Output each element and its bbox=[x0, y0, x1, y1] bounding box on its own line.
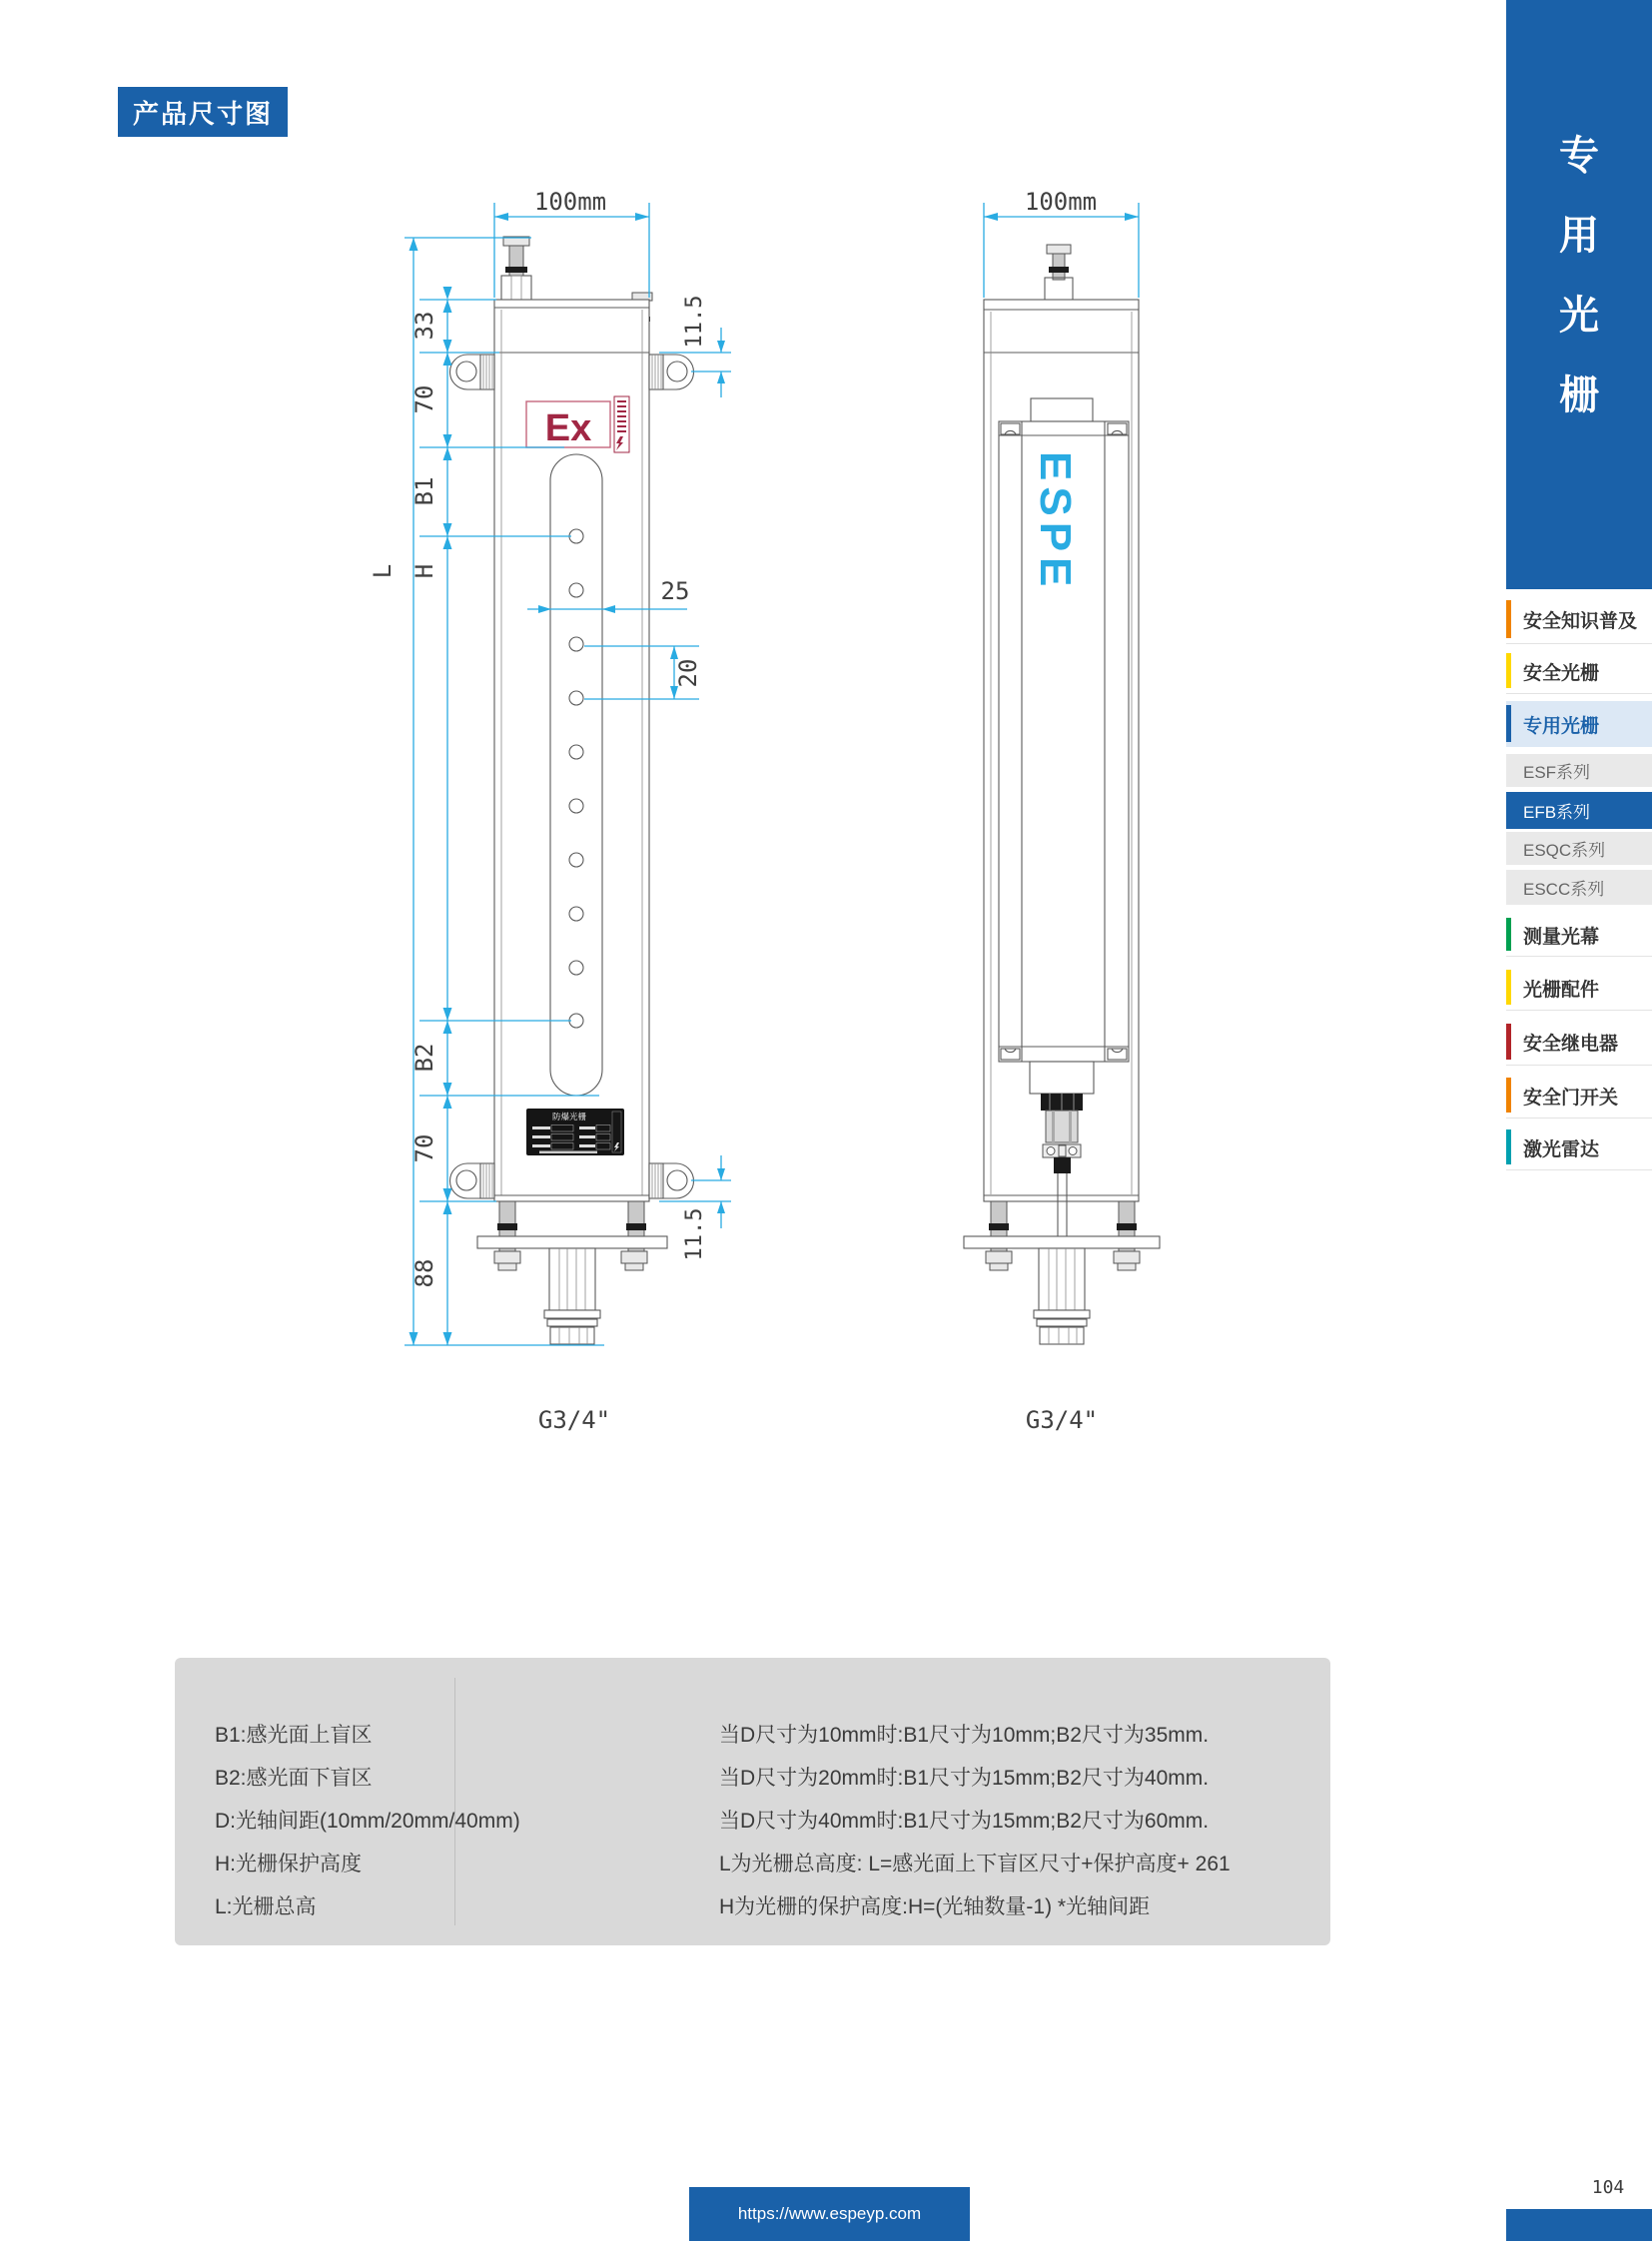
sidebar-item-safety-light-curtain[interactable] bbox=[1506, 649, 1652, 694]
legend-definitions bbox=[215, 1714, 520, 1928]
footer-url-bar bbox=[689, 2187, 970, 2241]
bottom-dim: 88 bbox=[411, 1258, 438, 1288]
title-char: 栅 bbox=[1559, 374, 1599, 417]
side-thread-label: G3/4" bbox=[1025, 1406, 1099, 1434]
page-number: 104 bbox=[1591, 2177, 1625, 2198]
sidebar-item-safety-door-switch[interactable] bbox=[1506, 1074, 1652, 1119]
accent-bar bbox=[1506, 705, 1511, 742]
bottom-assembly-side bbox=[964, 1201, 1160, 1344]
title-char: 光 bbox=[1559, 294, 1599, 338]
beam-pitch-dim: 20 bbox=[674, 658, 702, 688]
nameplate bbox=[526, 1109, 624, 1155]
sidebar-item-laser-radar[interactable] bbox=[1506, 1125, 1652, 1170]
nameplate-title: 防爆光栅 bbox=[551, 1112, 587, 1121]
protect-height-dim: H bbox=[411, 563, 438, 579]
accent-bar bbox=[1506, 653, 1511, 688]
b2-dim: B2 bbox=[411, 1043, 438, 1073]
sidebar-item-esqc-series[interactable] bbox=[1506, 832, 1652, 865]
accent-bar bbox=[1506, 1078, 1511, 1113]
title-char: 专 bbox=[1559, 134, 1599, 178]
page-section-badge bbox=[118, 87, 288, 137]
sidebar-item-label: 安全知识普及 bbox=[1523, 611, 1638, 632]
sidebar-item-measuring-light-curtain[interactable] bbox=[1506, 914, 1652, 957]
espe-logo: ESPE bbox=[1031, 451, 1080, 593]
b1-dim: B1 bbox=[411, 476, 438, 506]
sidebar-item-safety-relay[interactable] bbox=[1506, 1020, 1652, 1066]
sidebar-item-label: 测量光幕 bbox=[1523, 926, 1600, 948]
footer-url[interactable]: https://www.espeyp.com bbox=[737, 2204, 922, 2223]
side-width-dim: 100mm bbox=[1024, 188, 1098, 216]
sidebar-item-label: ESCC系列 bbox=[1523, 880, 1605, 899]
legend-line: L为光栅总高度: L=感光面上下盲区尺寸+保护高度+ 261 bbox=[719, 1853, 1231, 1875]
badge-label: 产品尺寸图 bbox=[132, 98, 273, 129]
accent-bar bbox=[1506, 600, 1511, 638]
warning-micro-label bbox=[614, 396, 629, 452]
upper-blind-dim: 70 bbox=[411, 384, 438, 414]
legend-line: B1:感光面上盲区 bbox=[215, 1724, 373, 1747]
legend-line: B2:感光面下盲区 bbox=[215, 1767, 373, 1790]
top-offset-dim: 11.5 bbox=[682, 295, 707, 349]
sidebar-vertical-title bbox=[1506, 116, 1652, 435]
bottom-corner-strip bbox=[1506, 2209, 1652, 2241]
sidebar-item-escc-series[interactable] bbox=[1506, 870, 1652, 905]
sidebar-header-block bbox=[1506, 0, 1652, 589]
title-char: 用 bbox=[1559, 214, 1599, 258]
sidebar-item-accessories[interactable] bbox=[1506, 966, 1652, 1011]
accent-bar bbox=[1506, 918, 1511, 951]
sidebar-item-label: 专用光栅 bbox=[1523, 715, 1600, 737]
sidebar-item-label: 光栅配件 bbox=[1523, 979, 1600, 1001]
lower-blind-dim: 70 bbox=[411, 1133, 438, 1163]
front-thread-label: G3/4" bbox=[537, 1406, 611, 1434]
sidebar-item-label: ESQC系列 bbox=[1523, 841, 1606, 860]
sidebar-item-label: 安全继电器 bbox=[1523, 1034, 1619, 1055]
sidebar-item-label: ESF系列 bbox=[1523, 763, 1591, 782]
bottom-assembly-front bbox=[477, 1201, 667, 1344]
sidebar bbox=[1506, 0, 1652, 2241]
legend-line: 当D尺寸为20mm时:B1尺寸为15mm;B2尺寸为40mm. bbox=[719, 1767, 1210, 1790]
legend-line: D:光轴间距(10mm/20mm/40mm) bbox=[215, 1810, 520, 1833]
dimension-drawing bbox=[0, 150, 1438, 1478]
sidebar-item-special-light-curtain[interactable] bbox=[1506, 701, 1652, 747]
legend-line: L:光栅总高 bbox=[215, 1895, 317, 1918]
total-height-dim: L bbox=[369, 563, 397, 579]
sidebar-item-label: 安全光栅 bbox=[1523, 662, 1600, 684]
bottom-offset-dim: 11.5 bbox=[682, 1207, 707, 1261]
sidebar-item-label: 激光雷达 bbox=[1523, 1138, 1600, 1160]
accent-bar bbox=[1506, 1129, 1511, 1164]
ex-label: Ex bbox=[544, 407, 592, 449]
legend-line: H为光栅的保护高度:H=(光轴数量-1) *光轴间距 bbox=[719, 1895, 1151, 1918]
sidebar-item-safety-knowledge[interactable] bbox=[1506, 596, 1652, 644]
cap-dim: 33 bbox=[411, 311, 438, 341]
sidebar-item-esf-series[interactable] bbox=[1506, 754, 1652, 787]
legend-formulas bbox=[719, 1714, 1231, 1928]
dimension-legend-panel bbox=[175, 1658, 1330, 1945]
sidebar-item-label: 安全门开关 bbox=[1523, 1087, 1619, 1109]
legend-line: 当D尺寸为10mm时:B1尺寸为10mm;B2尺寸为35mm. bbox=[719, 1724, 1210, 1747]
accent-bar bbox=[1506, 970, 1511, 1005]
sidebar-item-label: EFB系列 bbox=[1523, 803, 1591, 822]
legend-line: 当D尺寸为40mm时:B1尺寸为15mm;B2尺寸为60mm. bbox=[719, 1810, 1210, 1833]
sidebar-item-efb-series[interactable] bbox=[1506, 792, 1652, 829]
accent-bar bbox=[1506, 1024, 1511, 1060]
legend-line: H:光栅保护高度 bbox=[215, 1853, 362, 1875]
front-width-dim: 100mm bbox=[533, 188, 607, 216]
window-dim: 25 bbox=[660, 577, 690, 605]
